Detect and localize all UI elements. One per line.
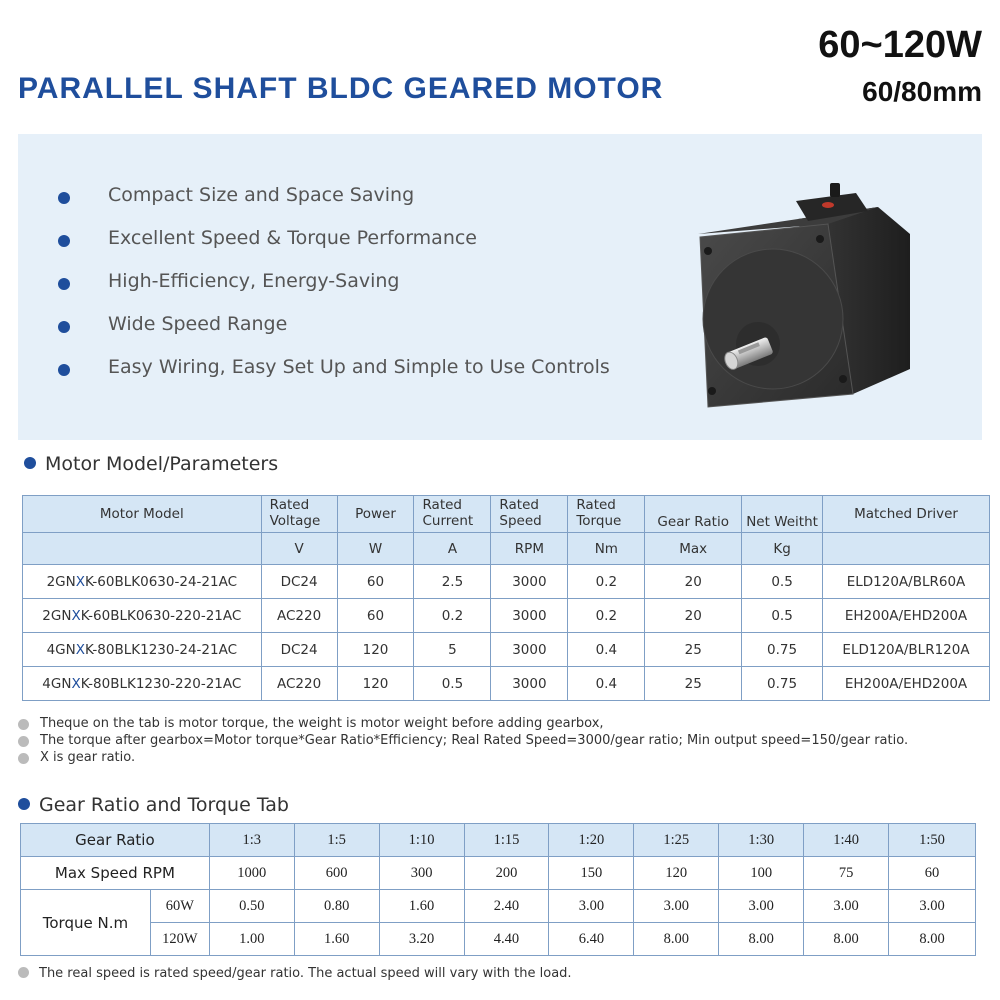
torque-row-120w: [21, 923, 976, 956]
torque-cell: 0.4: [568, 633, 645, 667]
model-cell: [23, 599, 262, 633]
current-cell: 0.2: [414, 599, 491, 633]
model-suffix: K-60BLK0630-220-21AC: [80, 607, 242, 624]
torque-cell: 1.00: [209, 923, 294, 956]
torque-cell: 1.60: [379, 890, 464, 923]
unit-cell: Nm: [568, 533, 645, 565]
unit-cell: Kg: [742, 533, 823, 565]
table-row: [23, 599, 990, 633]
note-text: Theque on the tab is motor torque, the weight is motor weight before adding gearbox,: [40, 716, 604, 731]
power-cell: 120: [337, 667, 414, 701]
feature-text: High-Efficiency, Energy-Saving: [108, 270, 400, 292]
header-torque: [568, 496, 645, 533]
voltage-cell: AC220: [261, 599, 337, 633]
speed-label: Max Speed RPM: [21, 857, 210, 890]
model-gear-x: X: [71, 607, 81, 624]
unit-cell: A: [414, 533, 491, 565]
torque-cell: 2.40: [464, 890, 549, 923]
torque-cell: 4.40: [464, 923, 549, 956]
table-row: [23, 667, 990, 701]
ratio-cell: 1:50: [889, 824, 976, 857]
notes-list: [18, 716, 908, 767]
bldc-geared-motor-image: [678, 179, 928, 409]
section-title: Motor Model/Parameters: [45, 453, 279, 475]
section-title: Gear Ratio and Torque Tab: [39, 794, 289, 816]
feature-item: [58, 356, 610, 399]
driver-cell: ELD120A/BLR120A: [823, 633, 990, 667]
power-cell: 120: [337, 633, 414, 667]
header-driver: Matched Driver: [823, 496, 990, 533]
footnote-text: The real speed is rated speed/gear ratio. The actual speed will vary with the load.: [39, 966, 572, 981]
speed-cell: 150: [549, 857, 634, 890]
feature-banner: [18, 134, 982, 440]
ratio-cell: 1:10: [379, 824, 464, 857]
table-row: [23, 633, 990, 667]
header-line: Voltage: [269, 513, 321, 529]
ratio-cell: 1:25: [634, 824, 719, 857]
unit-cell: [23, 533, 262, 565]
model-suffix: K-80BLK1230-220-21AC: [80, 675, 242, 692]
feature-text: Easy Wiring, Easy Set Up and Simple to Use Controls: [108, 356, 610, 378]
gear-table-heading: [18, 794, 289, 816]
note-item: [18, 733, 908, 750]
feature-item: [58, 270, 610, 313]
feature-list: [58, 184, 610, 399]
torque-power-label: 60W: [150, 890, 209, 923]
header-line: Rated: [269, 497, 310, 513]
model-prefix: 2GN: [42, 607, 72, 624]
page-title: PARALLEL SHAFT BLDC GEARED MOTOR: [18, 72, 664, 105]
torque-cell: 0.50: [209, 890, 294, 923]
power-range: 60~120W: [818, 24, 982, 66]
speed-cell: 3000: [491, 565, 568, 599]
model-cell: [23, 565, 262, 599]
gear-cell: 20: [645, 599, 742, 633]
torque-label: Torque N.m: [21, 890, 151, 956]
torque-cell: 8.00: [804, 923, 889, 956]
torque-cell: 0.80: [294, 890, 379, 923]
speed-cell: 100: [719, 857, 804, 890]
circle-bullet-icon: [18, 798, 30, 810]
feature-text: Compact Size and Space Saving: [108, 184, 415, 206]
table-header-row: [23, 496, 990, 533]
torque-row-60w: [21, 890, 976, 923]
model-prefix: 2GN: [46, 573, 76, 590]
header-gear-ratio: Gear Ratio: [645, 496, 742, 533]
speed-cell: 3000: [491, 599, 568, 633]
model-gear-x: X: [75, 573, 85, 590]
speed-row: [21, 857, 976, 890]
gear-header-row: [21, 824, 976, 857]
header-line: Torque: [576, 513, 622, 529]
header-line: Rated: [499, 497, 539, 513]
voltage-cell: DC24: [261, 633, 337, 667]
torque-cell: 8.00: [889, 923, 976, 956]
torque-cell: 3.00: [719, 890, 804, 923]
grey-dot-icon: [18, 753, 29, 764]
circle-bullet-icon: [58, 192, 70, 204]
model-prefix: 4GN: [46, 641, 76, 658]
grey-dot-icon: [18, 736, 29, 747]
header-voltage: [261, 496, 337, 533]
gear-ratio-table: [20, 823, 976, 956]
speed-cell: 3000: [491, 667, 568, 701]
feature-item: [58, 313, 610, 356]
feature-item: [58, 227, 610, 270]
current-cell: 2.5: [414, 565, 491, 599]
speed-cell: 300: [379, 857, 464, 890]
grey-dot-icon: [18, 967, 29, 978]
footnote: [18, 966, 572, 981]
circle-bullet-icon: [58, 235, 70, 247]
header-line: Rated: [422, 497, 462, 513]
circle-bullet-icon: [58, 278, 70, 290]
unit-cell: W: [337, 533, 414, 565]
gear-cell: 25: [645, 633, 742, 667]
torque-cell: 6.40: [549, 923, 634, 956]
header-line: Speed: [499, 513, 542, 529]
weight-cell: 0.75: [742, 667, 823, 701]
grey-dot-icon: [18, 719, 29, 730]
speed-cell: 75: [804, 857, 889, 890]
torque-cell: 1.60: [294, 923, 379, 956]
torque-cell: 8.00: [634, 923, 719, 956]
header-power: Power: [337, 496, 414, 533]
gear-cell: 25: [645, 667, 742, 701]
note-text: X is gear ratio.: [40, 750, 136, 765]
torque-cell: 3.00: [889, 890, 976, 923]
frame-size: 60/80mm: [862, 76, 982, 107]
voltage-cell: DC24: [261, 565, 337, 599]
motor-params-table: [22, 495, 990, 701]
torque-cell: 3.20: [379, 923, 464, 956]
feature-item: [58, 184, 610, 227]
model-suffix: K-60BLK0630-24-21AC: [85, 573, 238, 590]
feature-text: Wide Speed Range: [108, 313, 288, 335]
header-weight: Net Weitht: [742, 496, 823, 533]
gear-ratio-label: Gear Ratio: [21, 824, 210, 857]
note-text: The torque after gearbox=Motor torque*Gear Ratio*Efficiency; Real Rated Speed=3000/gear ratio; Min output speed=150/gear ratio.: [40, 733, 909, 748]
gear-cell: 20: [645, 565, 742, 599]
weight-cell: 0.5: [742, 599, 823, 633]
unit-cell: [823, 533, 990, 565]
ratio-cell: 1:30: [719, 824, 804, 857]
power-cell: 60: [337, 599, 414, 633]
model-cell: [23, 667, 262, 701]
feature-text: Excellent Speed & Torque Performance: [108, 227, 477, 249]
current-cell: 0.5: [414, 667, 491, 701]
ratio-cell: 1:15: [464, 824, 549, 857]
unit-cell: RPM: [491, 533, 568, 565]
ratio-cell: 1:40: [804, 824, 889, 857]
speed-cell: 60: [889, 857, 976, 890]
current-cell: 5: [414, 633, 491, 667]
model-gear-x: X: [71, 675, 81, 692]
unit-cell: V: [261, 533, 337, 565]
circle-bullet-icon: [24, 457, 36, 469]
driver-cell: EH200A/EHD200A: [823, 599, 990, 633]
torque-cell: 3.00: [804, 890, 889, 923]
speed-cell: 120: [634, 857, 719, 890]
torque-cell: 0.2: [568, 599, 645, 633]
driver-cell: ELD120A/BLR60A: [823, 565, 990, 599]
header-model: Motor Model: [23, 496, 262, 533]
torque-cell: 3.00: [549, 890, 634, 923]
power-cell: 60: [337, 565, 414, 599]
speed-cell: 200: [464, 857, 549, 890]
torque-power-label: 120W: [150, 923, 209, 956]
weight-cell: 0.5: [742, 565, 823, 599]
model-suffix: K-80BLK1230-24-21AC: [85, 641, 238, 658]
torque-cell: 3.00: [634, 890, 719, 923]
circle-bullet-icon: [58, 364, 70, 376]
speed-cell: 600: [294, 857, 379, 890]
torque-cell: 0.2: [568, 565, 645, 599]
model-prefix: 4GN: [42, 675, 72, 692]
unit-cell: Max: [645, 533, 742, 565]
voltage-cell: AC220: [261, 667, 337, 701]
ratio-cell: 1:5: [294, 824, 379, 857]
speed-cell: 3000: [491, 633, 568, 667]
ratio-cell: 1:20: [549, 824, 634, 857]
motor-params-heading: [24, 453, 278, 475]
table-row: [23, 565, 990, 599]
model-gear-x: X: [75, 641, 85, 658]
table-units-row: [23, 533, 990, 565]
weight-cell: 0.75: [742, 633, 823, 667]
header-line: Current: [422, 513, 474, 529]
header-line: Rated: [576, 497, 616, 513]
torque-cell: 8.00: [719, 923, 804, 956]
note-item: [18, 750, 908, 767]
speed-cell: 1000: [209, 857, 294, 890]
torque-cell: 0.4: [568, 667, 645, 701]
note-item: [18, 716, 908, 733]
header-speed: [491, 496, 568, 533]
ratio-cell: 1:3: [209, 824, 294, 857]
header-current: [414, 496, 491, 533]
model-cell: [23, 633, 262, 667]
circle-bullet-icon: [58, 321, 70, 333]
driver-cell: EH200A/EHD200A: [823, 667, 990, 701]
